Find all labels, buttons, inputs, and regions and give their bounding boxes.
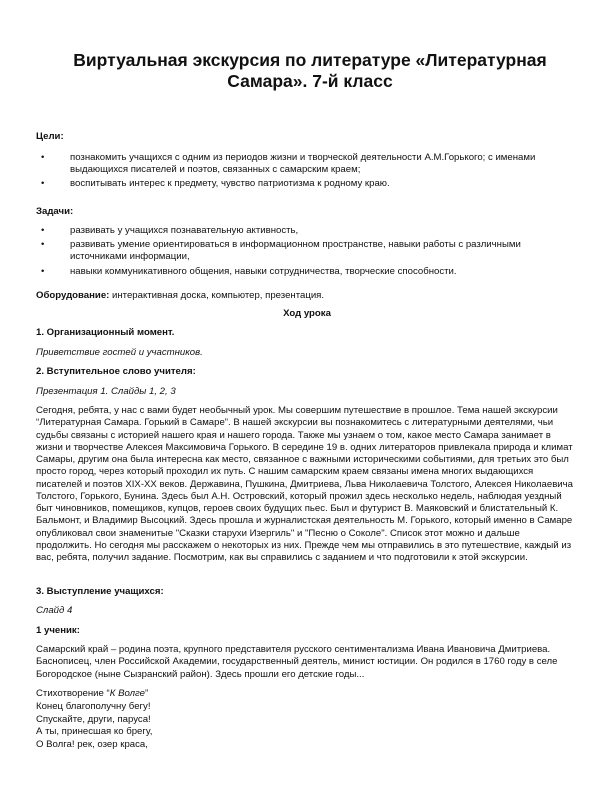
section1-heading: 1. Организационный момент. bbox=[36, 327, 175, 338]
student-label: 1 ученик: bbox=[36, 625, 80, 636]
list-item bbox=[36, 239, 578, 263]
list-item-text: познакомить учащихся с одним из периодов жизни и творческой деятельности А.М.Горького; с именами выдающихся писателей и поэтов, связанных с самарским краем; bbox=[70, 152, 536, 176]
section2-note: Презентация 1. Слайды 1, 2, 3 bbox=[36, 386, 176, 397]
poem-intro-prefix: Стихотворение “ bbox=[36, 688, 110, 699]
poem-line: Спускайте, други, паруса! bbox=[36, 713, 151, 725]
poem-line: О Волга! рек, озер краса, bbox=[36, 738, 148, 750]
section3-note: Слайд 4 bbox=[36, 605, 73, 616]
section1-note: Приветствие гостей и участников. bbox=[36, 347, 203, 358]
equipment-line bbox=[36, 290, 578, 302]
bullet-icon: • bbox=[41, 239, 45, 251]
section3-heading: 3. Выступление учащихся: bbox=[36, 586, 164, 597]
section3-paragraph: Самарский край – родина поэта, крупного представителя русского сентиментализма Ивана Ивановича Дмитриева. Баснописец, член Российской Академии, государственный деятель, минист юстиции. Он родился в 1760 году в селе Богородское (ныне Сызранский район). Здесь прошли его детские годы... bbox=[36, 644, 558, 680]
goals-heading: Цели: bbox=[36, 131, 64, 142]
poem-line: А ты, принесшая ко брегу, bbox=[36, 726, 153, 738]
list-item-text: развивать умение ориентироваться в информационном пространстве, навыки работы с различными источниками информации, bbox=[70, 239, 521, 263]
list-item bbox=[36, 178, 578, 190]
bullet-icon: • bbox=[41, 225, 45, 236]
equipment-text: интерактивная доска, компьютер, презентация. bbox=[109, 290, 325, 301]
list-item bbox=[36, 225, 578, 237]
poem-intro-suffix: ” bbox=[144, 688, 149, 699]
bullet-icon: • bbox=[41, 178, 45, 190]
list-item bbox=[36, 152, 578, 176]
equipment-label: Оборудование: bbox=[36, 290, 110, 301]
poem-line: Конец благополучну бегу! bbox=[36, 701, 151, 712]
bullet-icon: • bbox=[41, 152, 45, 163]
tasks-heading: Задачи: bbox=[36, 206, 74, 217]
list-item-text: развивать у учащихся познавательную активность, bbox=[70, 225, 299, 236]
list-item bbox=[36, 266, 578, 278]
tasks-list bbox=[36, 225, 578, 280]
list-item-text: воспитывать интерес к предмету, чувство патриотизма к родному краю. bbox=[70, 178, 390, 190]
goals-list bbox=[36, 152, 578, 193]
document-title: Виртуальная экскурсия по литературе «Литературная Самара». 7-й класс bbox=[73, 50, 547, 91]
lesson-heading: Ход урока bbox=[283, 308, 331, 319]
poem bbox=[36, 701, 578, 751]
section2-paragraph: Сегодня, ребята, у нас с вами будет необычный урок. Мы совершим путешествие в прошлое. Тема нашей экскурсии “Литературная Самара. Горький в Самаре”. В нашей экскурсии вы познакомитесь с литературными деятелями, чьи судьбы связаны с историей нашего края и нашего города. Также мы узнаем о том, какое место Самара занимает в жизни и творчестве Алексея Максимовича Горького. В середине 19 в. одних литераторов привлекала природа и климат Самары, другим она была интересна как место, связанное с важными историческими событиями, для третьих это был просто город, через который проходил их путь. С нашим самарским краем связаны имена многих выдающихся писателей и поэтов XIX-XX веков. Державина, Пушкина, Дмитриева, Льва Николаевича Толстого, Алексея Николаевича Толстого, Горького, Бунина. Здесь был А.Н. Островский, который прожил здесь несколько недель, наблюдая уездный быт чиновников, помещиков, купцов, героев своих будущих пьес. Был и футурист В. Маяковский и блистательный К. Бальмонт, и Владимир Высоцкий. Здесь прошла и журналистская деятельность М. Горького, который именно в Самаре опубликовал свои знаменитые "Сказки старухи Изергиль" и "Песню о Соколе". Список этот можно и дальше продолжить. Но сегодня мы расскажем о некоторых из них. Прежде чем мы отправились в это путешествие, каждый из вас, ребята, получил задание. Посмотрим, как вы справились с заданием и что подготовили к этой экскурсии. bbox=[36, 405, 573, 563]
list-item-text: навыки коммуникативного общения, навыки сотрудничества, творческие способности. bbox=[70, 265, 457, 277]
bullet-icon: • bbox=[41, 265, 45, 277]
poem-intro bbox=[36, 688, 578, 700]
poem-title: К Волге bbox=[109, 688, 145, 699]
section2-heading: 2. Вступительное слово учителя: bbox=[36, 366, 196, 377]
